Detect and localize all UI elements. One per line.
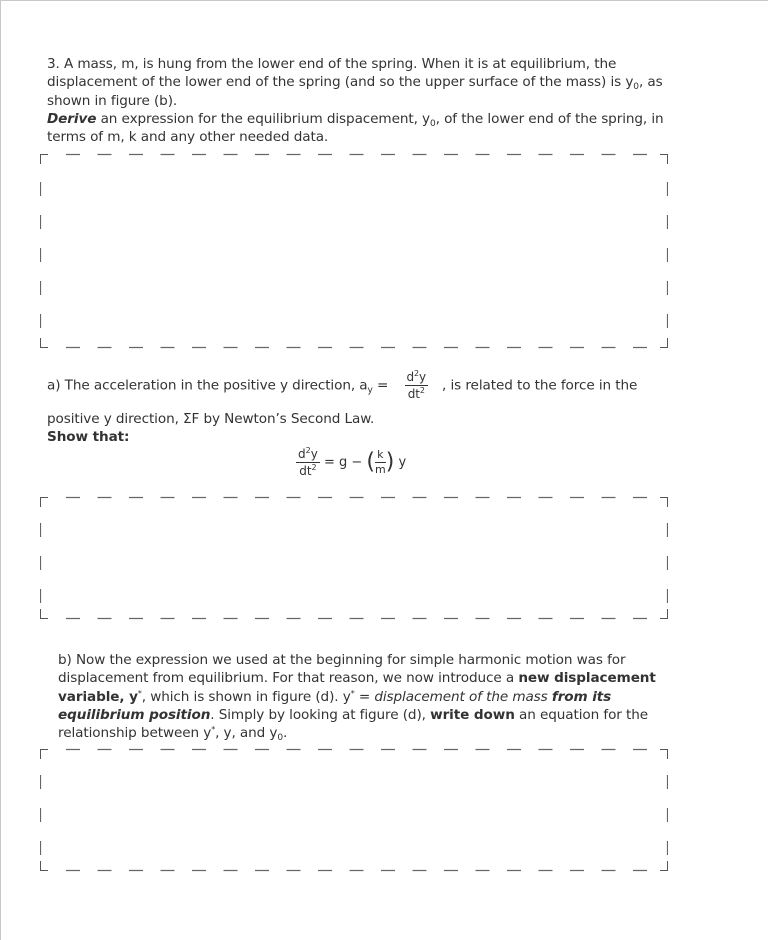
part-a-equals: = (372, 377, 389, 394)
formula-right-paren: ) (385, 449, 395, 475)
part-b-line5: relationship between y (58, 725, 212, 742)
show-that-label: Show that: (47, 429, 130, 446)
part-a-text-end: , is related to the force in the (442, 377, 638, 394)
q3-line2-end: , as (638, 74, 663, 91)
show-that-formula (296, 447, 406, 478)
displacement-italic: displacement of the mass (374, 688, 552, 705)
y-star-sup-2: * (350, 688, 355, 698)
frac-num-d: d (406, 370, 415, 384)
y0-subscript-b: 0 (277, 733, 284, 744)
acceleration-fraction (405, 370, 429, 401)
part-b-line1: b) Now the expression we used at the beginning for simple harmonic motion was for (58, 652, 626, 668)
formula-d: d (298, 447, 306, 461)
answer-box-b[interactable] (40, 745, 668, 875)
formula-k-over-m (375, 449, 386, 476)
formula-m: m (375, 463, 386, 476)
page-left-border (0, 0, 1, 940)
formula-dt: dt (299, 464, 312, 478)
newton-text: positive y direction, ΣF by Newton’s Second Law. (47, 411, 375, 427)
part-a-line1 (47, 370, 747, 401)
frac-den-sup: 2 (419, 386, 425, 395)
write-down-bold: write down (430, 706, 515, 723)
part-b-period: . (283, 725, 288, 742)
frac-den-dt: dt (407, 387, 420, 401)
q3-line1: 3. A mass, m, is hung from the lower end of the spring. When it is at equilibrium, the (47, 56, 617, 72)
derive-keyword: Derive (47, 110, 97, 127)
formula-left-paren: ( (366, 449, 375, 475)
derive-text-end: , of the lower end of the spring, in (435, 110, 664, 127)
answer-box-a[interactable] (40, 493, 668, 623)
part-b-text (58, 651, 738, 742)
derive-y0-subscript: 0 (429, 118, 436, 129)
answer-box-b-border (40, 745, 668, 875)
part-b-line4-end: an equation for the (514, 706, 649, 723)
part-b-line4: . Simply by looking at figure (d), (210, 706, 431, 723)
part-b-equals: = (354, 688, 375, 705)
derive-line2: terms of m, k and any other needed data. (47, 129, 329, 146)
question-3-text (47, 55, 727, 146)
y-star-sup-3: * (211, 725, 216, 735)
q3-y0-subscript: 0 (633, 82, 639, 93)
derive-text: an expression for the equilibrium dispacement, y (96, 110, 430, 127)
answer-box-q3[interactable] (40, 150, 668, 352)
frac-num-y: y (419, 370, 427, 384)
ay-subscript: y (367, 385, 373, 396)
q3-line2: displacement of the lower end of the spring (and so the upper surface of the mass) is y (47, 74, 634, 91)
page-top-border (0, 0, 768, 1)
answer-box-q3-border (40, 150, 668, 352)
from-its-bold-italic: from its (551, 688, 612, 705)
answer-box-a-border (40, 493, 668, 623)
formula-dt-sup: 2 (311, 463, 317, 472)
new-displacement-bold: new displacement (518, 670, 656, 687)
formula-k: k (375, 449, 386, 463)
part-a-text: a) The acceleration in the positive y direction, a (47, 377, 368, 394)
part-b-line3: , which is shown in figure (d). y (141, 688, 351, 705)
part-b-line5-mid: , y, and y (215, 725, 278, 742)
q3-line3: shown in figure (b). (47, 92, 178, 109)
equilibrium-position-bold-italic: equilibrium position (58, 706, 211, 723)
formula-d-sup: 2 (305, 446, 311, 455)
formula-y-tail: y (394, 455, 407, 470)
part-b-line2: displacement from equilibrium. For that reason, we now introduce a (58, 670, 519, 687)
part-a-line2 (47, 410, 747, 447)
formula-g-minus: = g − (319, 455, 367, 470)
formula-y: y (310, 447, 318, 461)
frac-num-sup: 2 (414, 369, 420, 378)
variable-bold: variable, y (58, 688, 138, 705)
formula-lhs-fraction (296, 447, 320, 478)
y-star-sup: * (137, 688, 142, 698)
